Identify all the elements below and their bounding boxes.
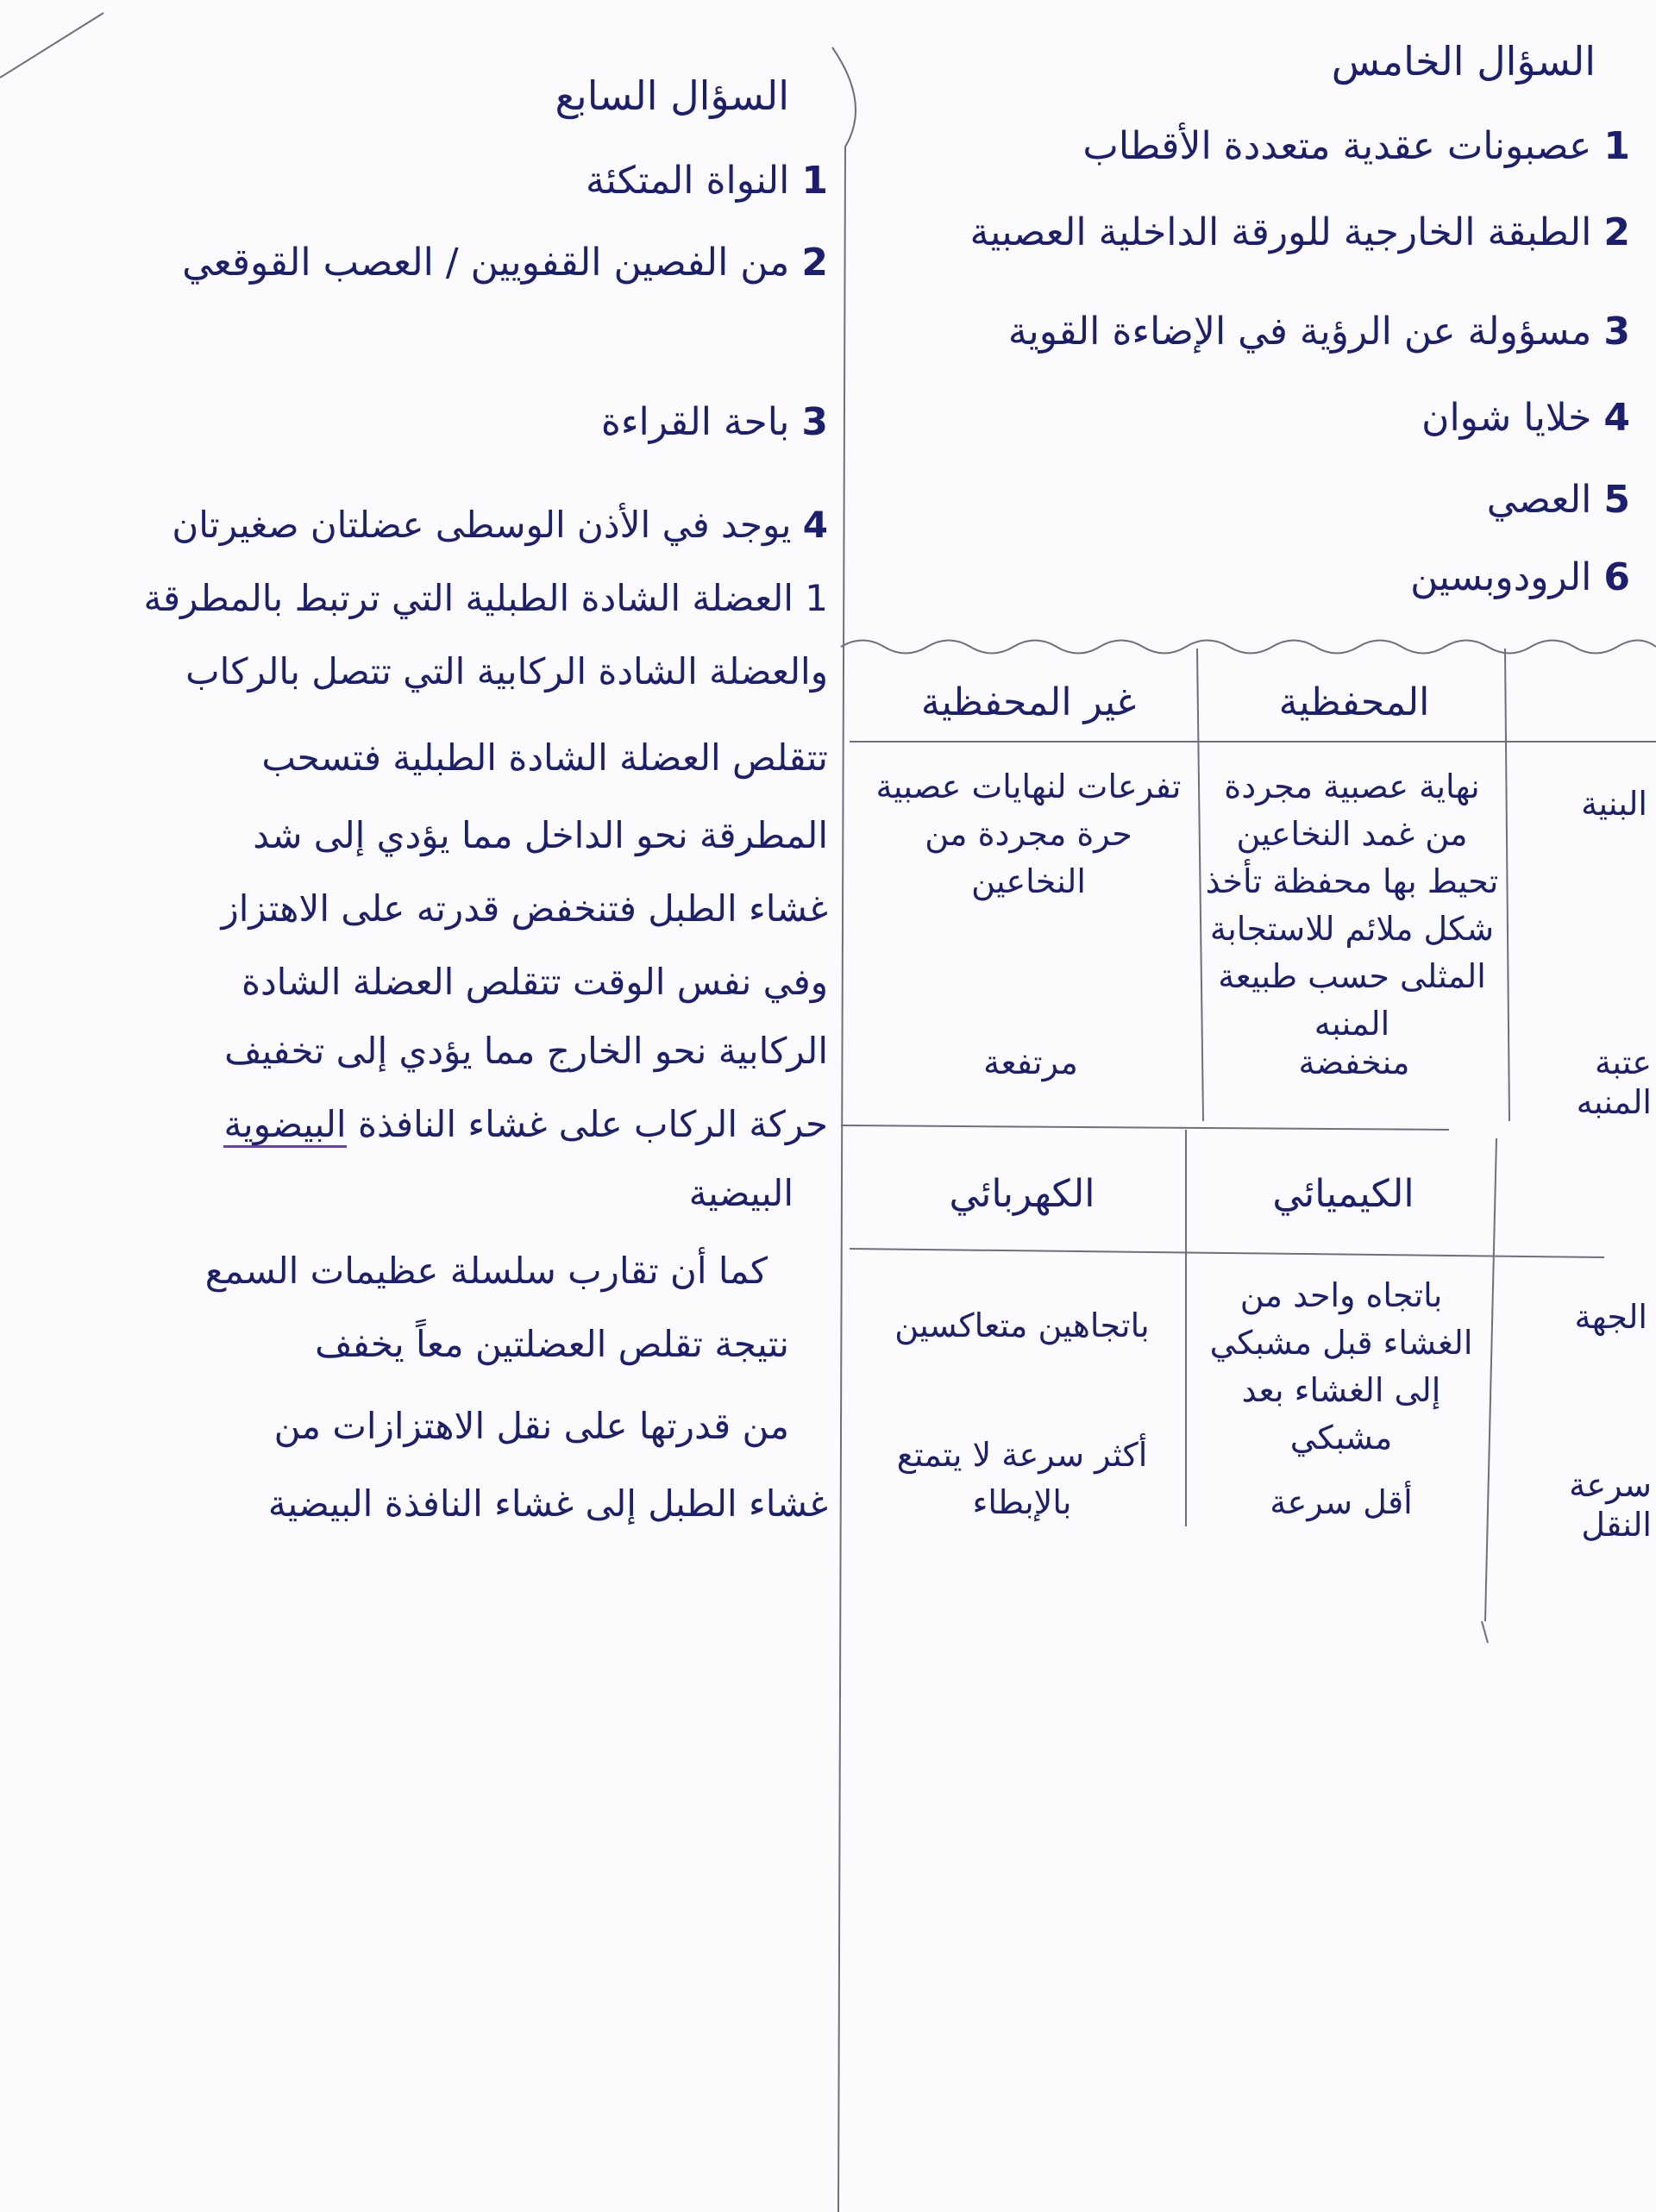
item-number: 6 [1603, 555, 1630, 599]
q5-item-3 [1008, 310, 1630, 354]
item-number: 4 [1603, 396, 1630, 440]
table2-row-direction: الجهة [1574, 1298, 1647, 1336]
item-text: الرودوبسين [1410, 555, 1592, 599]
table1-structure-preserved: نهاية عصبية مجردة من غمد النخاعين تحيط بها محفظة تأخذ شكل ملائم للاستجابة المثلى حسب طبيعة المنبه [1205, 768, 1499, 1043]
q7-item-5-line-3: من قدرتها على نقل الاهتزازات من [273, 1405, 789, 1447]
item-number: 5 [1603, 478, 1630, 522]
item-text: النواة المتكئة [585, 159, 790, 203]
table2-speed-chemical: أقل سرعة [1270, 1483, 1413, 1521]
table2-direction-electrical: باتجاهين متعاكسين [894, 1307, 1150, 1344]
item-number: 1 [801, 159, 828, 203]
q7-item-4-line-1 [172, 504, 828, 546]
q7-item-4-line-10: البيضية [688, 1172, 794, 1214]
q7-item-4-line-6: غشاء الطبل فتنخفض قدرته على الاهتزاز [221, 887, 828, 930]
q7-item-4-line-3: والعضلة الشادة الركابية التي تتصل بالركاب [185, 650, 828, 692]
table1-threshold-preserved: منخفضة [1298, 1043, 1410, 1081]
table1-row-structure: البنية [1581, 785, 1647, 823]
q5-item-2 [970, 211, 1631, 255]
q7-item-4-line-4: تتقلص العضلة الشادة الطبلية فتسحب [261, 736, 828, 779]
item-text: عصبونات عقدية متعددة الأقطاب [1082, 124, 1592, 168]
table2-direction-chemical: باتجاه واحد من الغشاء قبل مشبكي إلى الغشاء بعد مشبكي [1209, 1276, 1473, 1457]
q7-item-4-line-9 [223, 1104, 828, 1145]
item-number: 2 [801, 241, 828, 285]
q5-item-5 [1487, 479, 1630, 523]
item-number: 4 [802, 504, 828, 546]
q7-title: السؤال السابع [555, 72, 789, 119]
q7-item-1 [586, 160, 828, 204]
q5-item-6 [1410, 556, 1630, 600]
table1-row-threshold: عتبة المنبه [1576, 1043, 1652, 1121]
underlined-word: البيضوية [223, 1103, 346, 1148]
table1-col-non-preserved: غير المحفظية [920, 680, 1137, 724]
item-text: الطبقة الخارجية للورقة الداخلية العصبية [969, 210, 1592, 254]
item-number: 1 [1603, 124, 1630, 168]
line-text: حركة الركاب على غشاء النافذة [357, 1103, 828, 1145]
item-text: خلايا شوان [1421, 396, 1592, 440]
q7-item-5-line-4: غشاء الطبل إلى غشاء النافذة البيضية [267, 1482, 828, 1525]
item-text: يوجد في الأذن الوسطى عضلتان صغيرتان [172, 504, 792, 546]
item-text: من الفصين القفويين / العصب القوقعي [182, 241, 790, 285]
table2-col-electrical: الكهربائي [949, 1172, 1095, 1216]
table2-row-speed: سرعة النقل [1569, 1466, 1652, 1544]
item-number: 3 [801, 400, 828, 444]
q5-item-1 [1082, 125, 1630, 169]
q7-item-4-line-2: 1 العضلة الشادة الطبلية التي ترتبط بالمطرقة [143, 577, 828, 619]
item-text: باحة القراءة [600, 400, 790, 444]
q7-item-3 [601, 401, 828, 445]
q5-title: السؤال الخامس [1331, 38, 1596, 85]
q7-item-4-line-8: الركابية نحو الخارج مما يؤدي إلى تخفيف [224, 1030, 828, 1072]
table2-col-chemical: الكيميائي [1272, 1172, 1414, 1216]
item-text: العصي [1486, 478, 1592, 522]
q7-item-4-line-5: المطرقة نحو الداخل مما يؤدي إلى شد [253, 814, 828, 856]
item-text: مسؤولة عن الرؤية في الإضاءة القوية [1007, 310, 1592, 354]
table1-col-preserved: المحفظية [1278, 680, 1430, 724]
q7-item-2 [182, 241, 828, 285]
table2-speed-electrical: أكثر سرعة لا يتمتع بالإبطاء [896, 1436, 1148, 1522]
q7-item-5-line-2: نتيجة تقلص العضلتين معاً يخفف [315, 1323, 789, 1365]
table1-threshold-non-preserved: مرتفعة [983, 1043, 1078, 1081]
item-number: 3 [1603, 310, 1630, 354]
table1-structure-non-preserved: تفرعات لنهايات عصبية حرة مجردة من النخاعين [875, 768, 1182, 901]
q7-item-5-line-1: كما أن تقارب سلسلة عظيمات السمع [204, 1250, 768, 1292]
item-number: 2 [1603, 210, 1630, 254]
q5-item-4 [1421, 397, 1630, 441]
q7-item-4-line-7: وفي نفس الوقت تتقلص العضلة الشادة [241, 961, 828, 1003]
